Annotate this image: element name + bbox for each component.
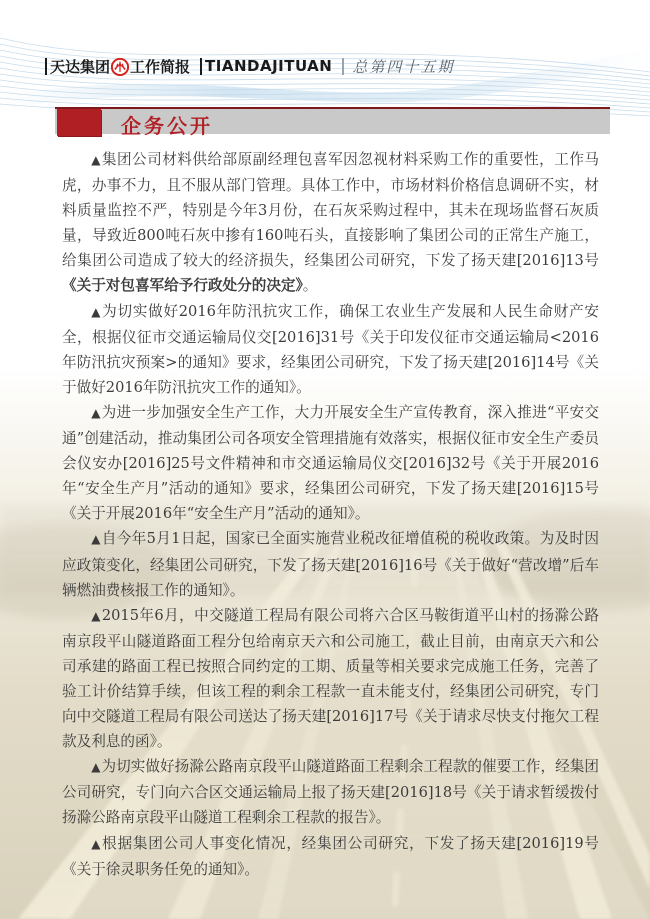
paragraph-text: 根据集团公司人事变化情况，经集团公司研究，下发了扬天建[2016]19号《关于徐灵职务任免的通知》。 [62,834,599,878]
brand-chinese: 天达集团 [50,57,111,76]
brand-latin: TIANDAJITUAN [205,57,333,75]
paragraph-text: 为切实做好扬滁公路南京段平山隧道路面工程剩余工程款的催要工作，经集团公司研究，专门向六合区交通运输局上报了扬天建[2016]18号《关于请求暂缓拨付扬滁公路南京段平山隧道工程剩余工程款的报告》。 [62,758,599,827]
paragraph-text: 2015年6月，中交隧道工程局有限公司将六合区马鞍街道平山村的扬滁公路南京段平山隧道路面工程分包给南京天六和公司施工，截止目前，由南京天六和公司承建的路面工程已按照合同约定的工期、质量等相关要求完成施工任务，完善了验工计价结算手续，但该工程的剩余工程款一直未能支付，经集团公司研究，专门向中交隧道工程局有限公司送达了扬天建[2016]17号《关于请求尽快支付拖欠工程款及利息的函》。 [62,606,599,751]
section-accent-block [57,109,101,136]
triangle-marker-icon: ▲ [91,304,103,319]
bulletin-paragraph [62,831,599,882]
bulletin-paragraph [62,526,599,602]
document-title-bold: 《关于对包喜军给予行政处分的决定》 [62,277,303,295]
bulletin-paragraph [62,299,599,400]
section-title: 企务公开 [121,114,213,138]
divider-bar [342,58,344,75]
brand-suffix: 工作简报 [130,57,191,76]
paragraph-text: 集团公司材料供给部原副经理包喜军因忽视材料采购工作的重要性，工作马虎，办事不力，且不服从部门管理。具体工作中，市场材料价格信息调研不实，材料质量监控不严，特别是今年3月份，在石灰采购过程中，其未在现场监督石灰质量，导致近800吨石灰中掺有160吨石头，直接影响了集团公司的正常生产施工，给集团公司造成了较大的经济损失，经集团公司研究，下发了扬天建[2016]13号 [62,151,599,270]
issue-number: 总第四十五期 [352,57,455,76]
bulletin-content [62,147,599,882]
triangle-marker-icon: ▲ [91,153,102,167]
triangle-marker-icon: ▲ [91,836,103,851]
bulletin-paragraph [62,603,599,755]
bulletin-paragraph [62,754,599,830]
masthead [45,55,454,77]
paragraph-text: 自今年5月1日起，国家已全面实施营业税改征增值税的税收政策。为及时因应政策变化，经集团公司研究，下发了扬天建[2016]16号《关于做好“营改增”后车辆燃油费核报工作的通知》。 [62,530,600,599]
paragraph-text: 为切实做好2016年防汛抗灾工作，确保工农业生产发展和人民生命财产安全，根据仪征市交通运输局仪交[2016]31号《关于印发仪征市交通运输局<2016年防汛抗灾预案>的通知》要求，经集团公司研究，下发了扬天建[2016]14号《关于做好2016年防汛抗灾工作的通知》。 [62,302,599,396]
tianda-logo-icon [111,58,129,76]
bulletin-paragraph [62,400,599,526]
triangle-marker-icon: ▲ [91,405,102,420]
triangle-marker-icon: ▲ [91,532,102,547]
section-header [55,107,610,138]
paragraph-text: 。 [302,277,318,295]
divider-bar [200,58,202,75]
bulletin-paragraph [62,147,599,299]
paragraph-text: 为进一步加强安全生产工作，大力开展安全生产宣传教育，深入推进“平安交通”创建活动，推动集团公司各项安全管理措施有效落实，根据仪征市安全生产委员会仪安办[2016]25号文件精神和市交通运输局仪交[2016]32号《关于开展2016年“安全生产月”活动的通知》要求，经集团公司研究，下发了扬天建[2016]15号《关于开展2016年“安全生产月”活动的通知》。 [62,403,599,523]
divider-bar [45,58,47,75]
triangle-marker-icon: ▲ [91,608,102,623]
triangle-marker-icon: ▲ [91,760,102,775]
